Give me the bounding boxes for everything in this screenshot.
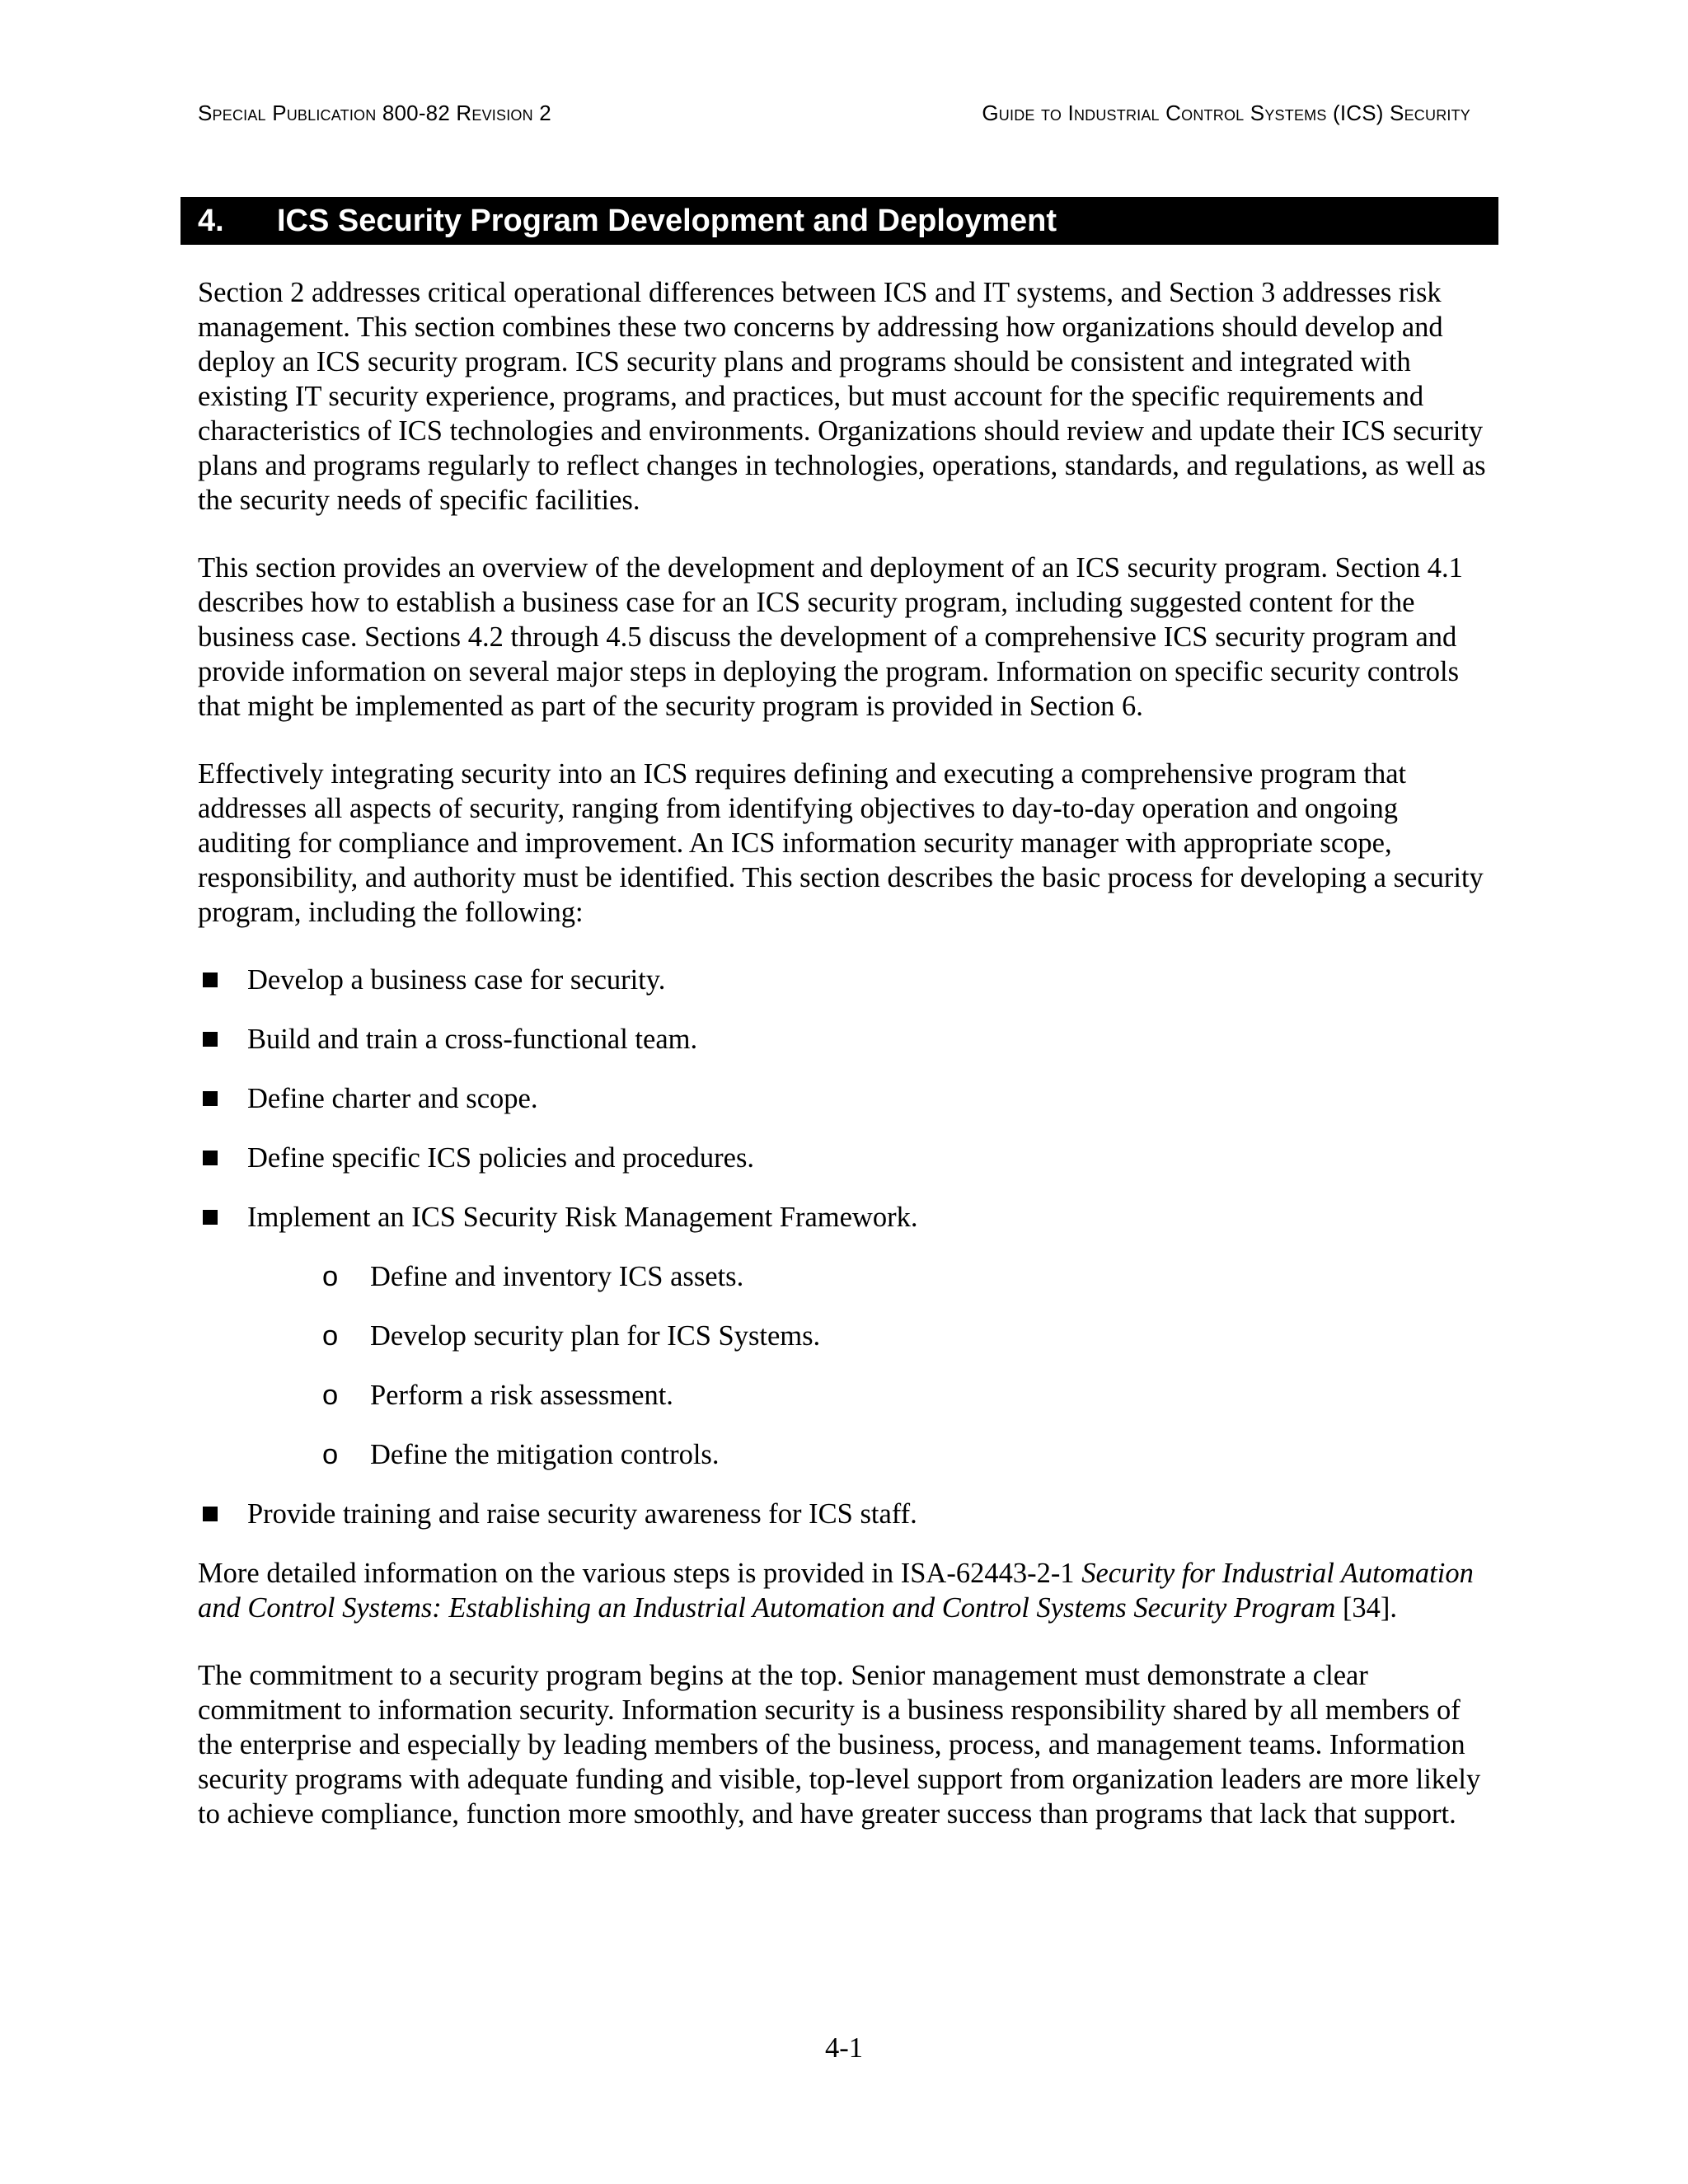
sub-list-item-text: Define and inventory ICS assets. — [370, 1261, 744, 1292]
square-bullet-icon — [203, 1091, 218, 1106]
list-item-text: Provide training and raise security awareness for ICS staff. — [247, 1498, 917, 1530]
square-bullet-icon — [203, 1032, 218, 1047]
list-item-text: Define charter and scope. — [247, 1083, 538, 1114]
list-item — [198, 963, 1492, 997]
sub-list-item-text: Develop security plan for ICS Systems. — [370, 1320, 821, 1352]
section-heading-bar — [181, 197, 1498, 245]
square-bullet-icon — [203, 1210, 218, 1225]
running-header — [198, 101, 1490, 129]
sub-list-item — [247, 1319, 1492, 1353]
circle-bullet-icon: o — [322, 1261, 339, 1292]
list-item-text: Define specific ICS policies and procedures. — [247, 1142, 755, 1174]
risk-framework-sublist — [247, 1259, 1492, 1472]
square-bullet-icon — [203, 1507, 218, 1521]
section-number: 4. — [198, 204, 224, 238]
header-publication-title: Special Publication 800-82 Revision 2 — [198, 101, 551, 125]
program-steps-list — [198, 963, 1492, 1531]
isa-reference-citation: [34]. — [1335, 1592, 1398, 1624]
list-item — [198, 1081, 1492, 1116]
section-title: ICS Security Program Development and Deployment — [277, 204, 1057, 238]
paragraph-commitment: The commitment to a security program begins at the top. Senior management must demonstrate a clear commitment to information security. Information security is a business responsibility shared by all members of the enterprise and especially by leading members of the business, process, and management teams. Information security programs with adequate funding and visible, top-level support from organization leaders are more likely to achieve compliance, function more smoothly, and have greater success than programs that lack that support. — [198, 1660, 1481, 1830]
isa-reference-title: Security for Industrial Automation and Control Systems: Establishing an Industrial Automation and Control Systems Security Program — [198, 1558, 1474, 1624]
list-item — [198, 1497, 1492, 1531]
paragraph-isa-reference — [198, 1556, 1492, 1625]
sub-list-item — [247, 1378, 1492, 1413]
sub-list-item-text: Define the mitigation controls. — [370, 1439, 720, 1470]
paragraph-intro: Section 2 addresses critical operational differences between ICS and IT systems, and Section 3 addresses risk management. This section combines these two concerns by addressing how organizations should develop and deploy an ICS security program. ICS security plans and programs should be consistent and integrated with existing IT security experience, programs, and practices, but must account for the specific requirements and characteristics of ICS technologies and environments. Organizations should review and update their ICS security plans and programs regularly to reflect changes in technologies, operations, standards, and regulations, as well as the security needs of specific facilities. — [198, 277, 1486, 516]
sub-list-item-text: Perform a risk assessment. — [370, 1380, 673, 1411]
square-bullet-icon — [203, 972, 218, 987]
paragraph-overview: This section provides an overview of the development and deployment of an ICS security program. Section 4.1 describes how to establish a business case for an ICS security program, including suggested content for the business case. Sections 4.2 through 4.5 discuss the development of a comprehensive ICS security program and provide information on several major steps in deploying the program. Information on specific security controls that might be implemented as part of the security program is provided in Section 6. — [198, 552, 1463, 722]
list-item-text: Develop a business case for security. — [247, 964, 666, 996]
list-item — [198, 1200, 1492, 1472]
circle-bullet-icon: o — [322, 1380, 339, 1411]
header-guide-title: Guide to Industrial Control Systems (ICS) Security — [982, 101, 1470, 125]
list-item — [198, 1141, 1492, 1175]
isa-reference-prefix: More detailed information on the various steps is provided in ISA-62443-2-1 — [198, 1558, 1082, 1589]
paragraph-integration: Effectively integrating security into an ICS requires defining and executing a comprehensive program that addresses all aspects of security, ranging from identifying objectives to day-to-day operation and ongoing auditing for compliance and improvement. An ICS information security manager with appropriate scope, responsibility, and authority must be identified. This section describes the basic process for developing a security program, including the following: — [198, 758, 1484, 928]
sub-list-item — [247, 1437, 1492, 1472]
circle-bullet-icon: o — [322, 1439, 339, 1470]
square-bullet-icon — [203, 1151, 218, 1165]
list-item-text: Implement an ICS Security Risk Management Framework. — [247, 1202, 918, 1233]
list-item — [198, 1022, 1492, 1057]
body-content — [198, 275, 1492, 1864]
page-number: 4-1 — [825, 2032, 863, 2064]
circle-bullet-icon: o — [322, 1320, 339, 1352]
list-item-text: Build and train a cross-functional team. — [247, 1024, 698, 1055]
sub-list-item — [247, 1259, 1492, 1294]
